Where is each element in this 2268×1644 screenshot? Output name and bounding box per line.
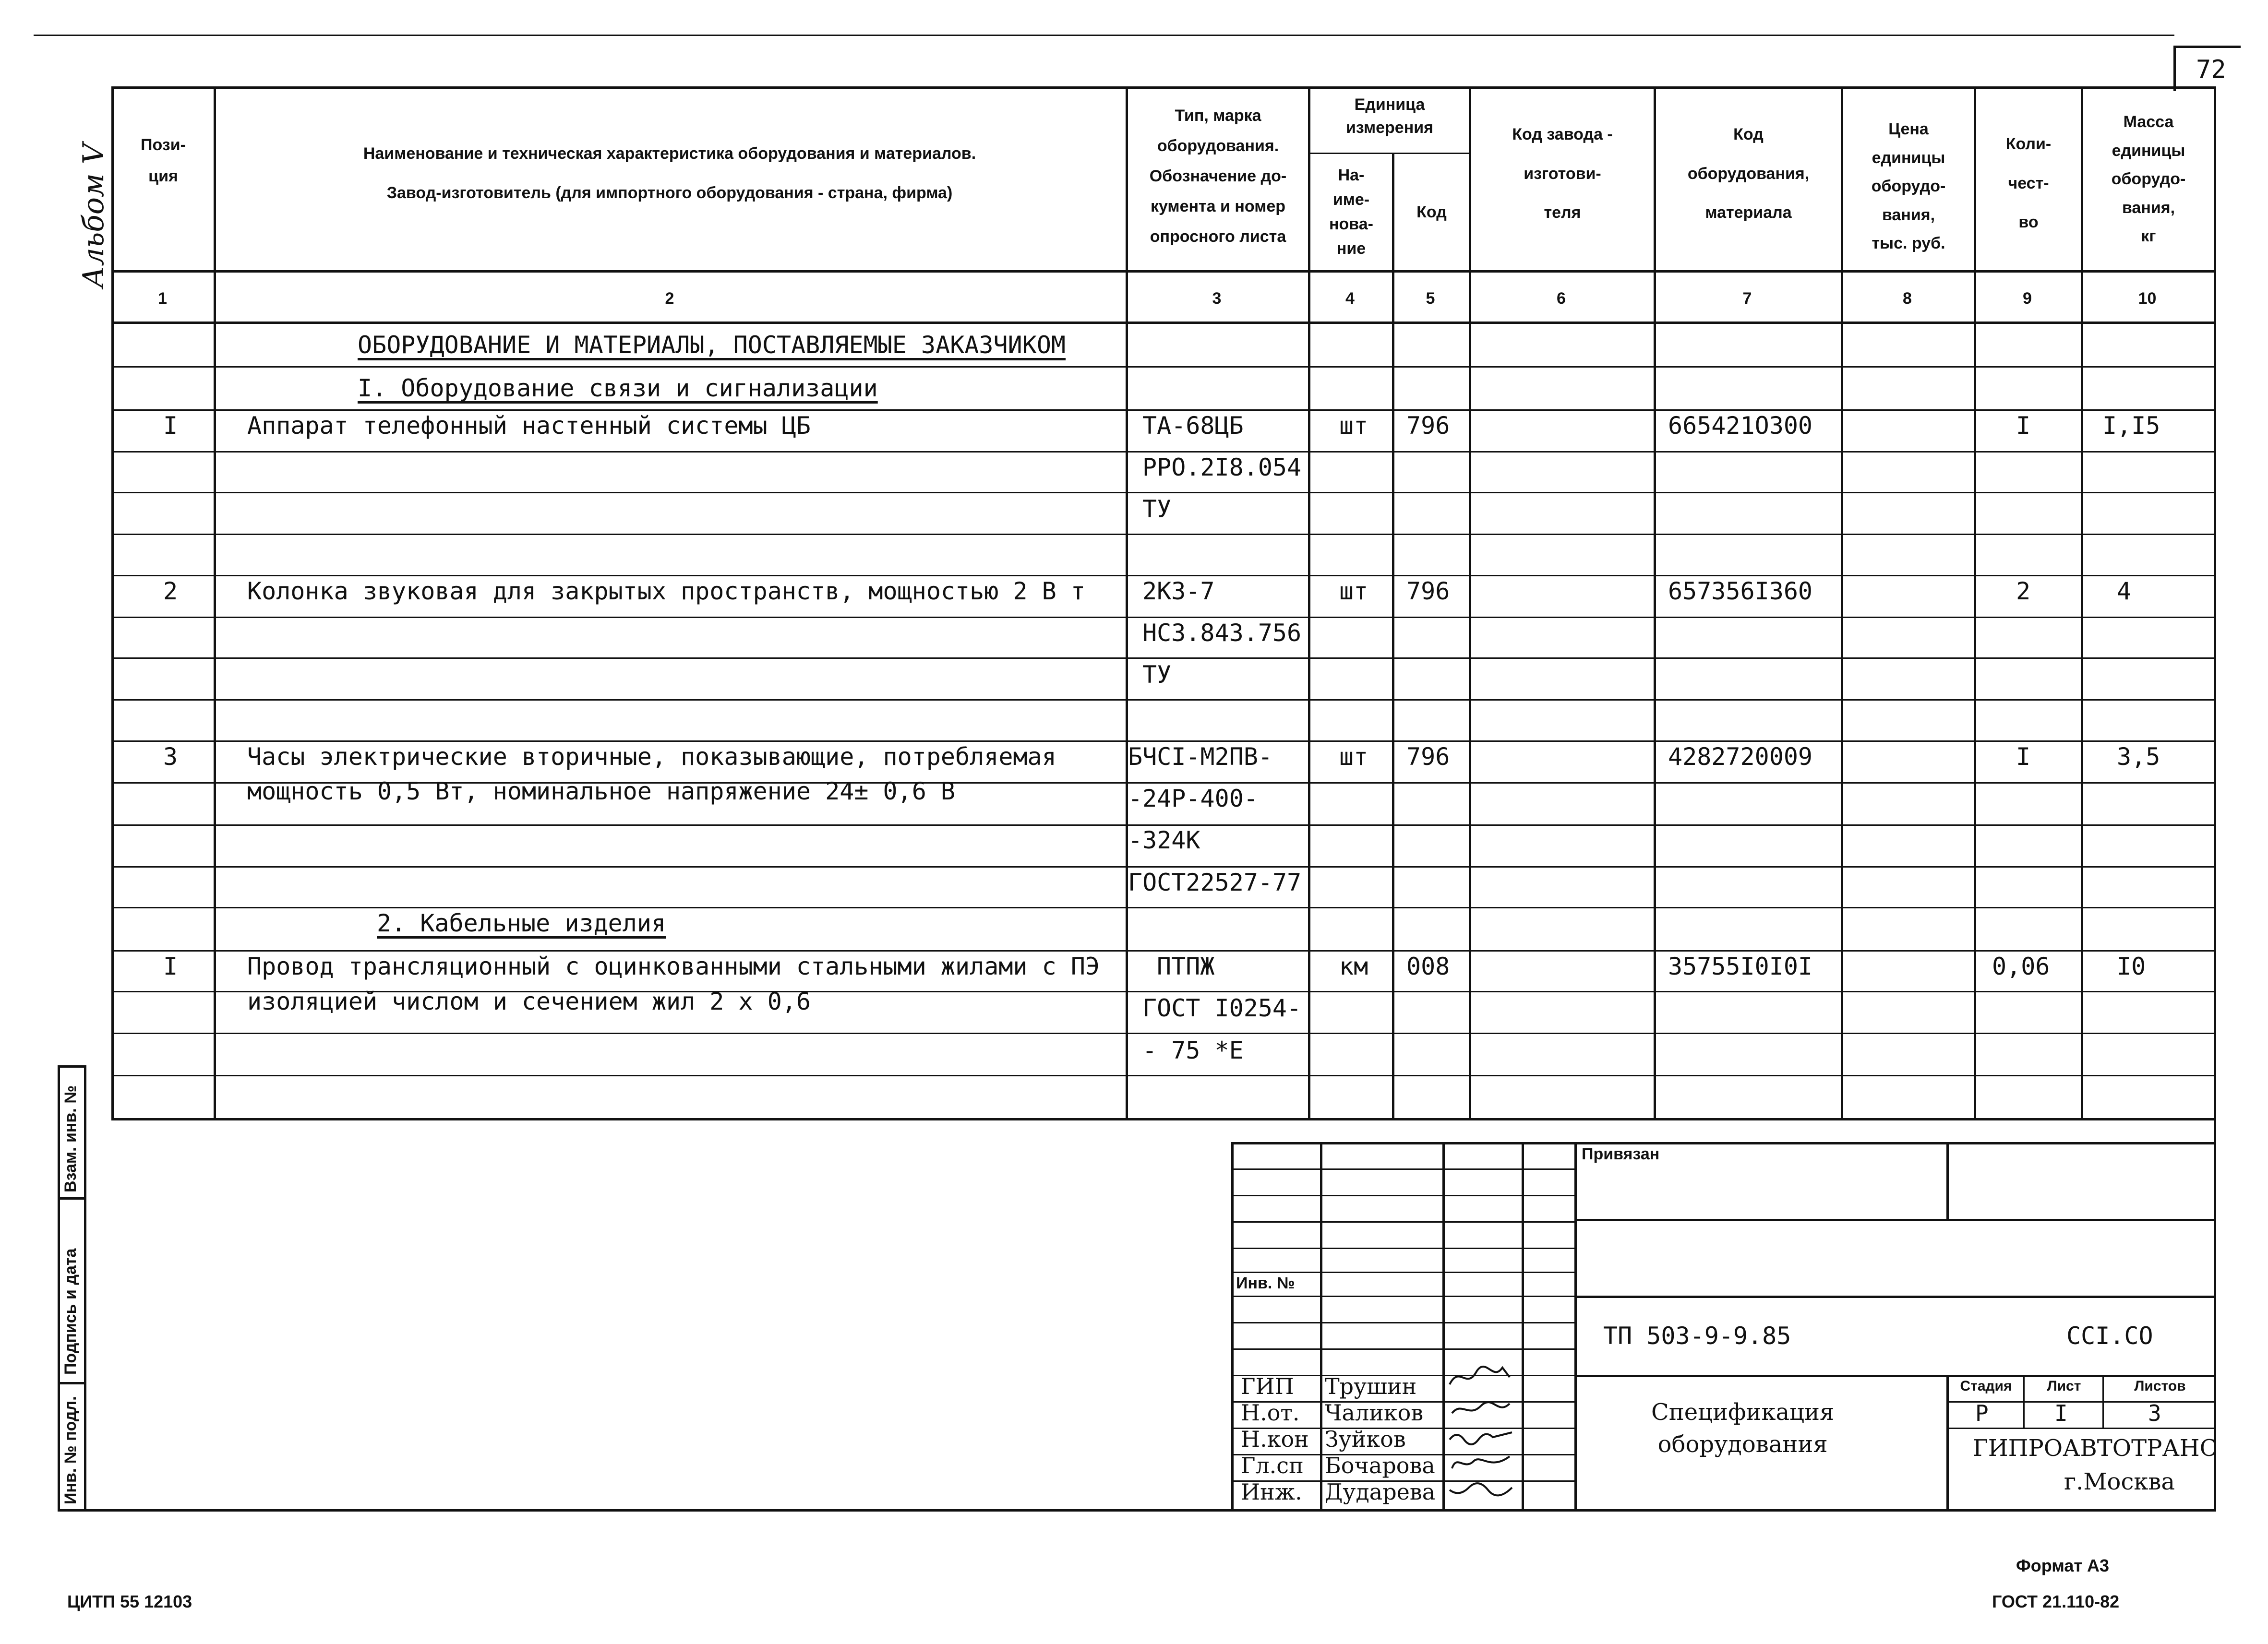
stamp-sheets: 3 (2148, 1400, 2161, 1426)
col-number: 9 (2023, 289, 2032, 308)
header-unit-group: Единица измерения (1346, 95, 1433, 137)
row-unit: шт (1339, 577, 1368, 605)
row-type: ТА-68ЦБ (1142, 412, 1244, 440)
page-number: 72 (2196, 55, 2226, 84)
row-mass: I0 (2117, 953, 2146, 980)
signature-icon (1447, 1478, 1514, 1499)
row-material-code: 35755I0I0I (1668, 953, 1813, 980)
row-type: ТУ (1142, 661, 1172, 689)
header-price: Цена единицы оборудо- вания, тыс. руб. (1871, 120, 1946, 252)
row-type: ТУ (1142, 495, 1172, 523)
header-name: Наименование и техническая характеристика оборудования и материалов. Завод-изготовитель (для импортного оборудования - страна, фирма) (363, 144, 976, 202)
staff-role: Н.от. (1241, 1400, 1300, 1426)
staff-name: Дударева (1325, 1479, 1436, 1505)
row-name: мощность 0,5 Вт, номинальное напряжение 24± 0,6 В (247, 777, 956, 805)
row-quantity: 0,06 (1992, 953, 2050, 980)
row-type: НСЗ.843.756 (1142, 619, 1302, 647)
header-unit-name: На- име- нова- ние (1329, 166, 1373, 258)
col-number: 10 (2138, 289, 2157, 308)
row-code: 796 (1406, 412, 1450, 440)
stamp-designation: ТП 503-9-9.85 (1603, 1322, 1791, 1350)
album-note: Альбом V (77, 143, 110, 288)
section-title: ОБОРУДОВАНИЕ И МАТЕРИАЛЫ, ПОСТАВЛЯЕМЫЕ ЗАКАЗЧИКОМ (358, 331, 1066, 359)
signature-icon (1447, 1399, 1514, 1420)
row-name: изоляцией числом и сечением жил 2 х 0,6 (247, 988, 811, 1015)
row-position: I (163, 953, 178, 980)
stamp-stage: Р (1975, 1400, 1989, 1426)
col-number: 7 (1742, 289, 1752, 308)
row-type: ГОСТ I0254- (1142, 994, 1302, 1022)
stamp-city: г.Москва (2064, 1468, 2175, 1495)
stamp-title: Спецификация оборудования (1651, 1399, 1835, 1458)
staff-name: Чаликов (1325, 1400, 1424, 1426)
row-position: 2 (163, 577, 178, 605)
row-name: Аппарат телефонный настенный системы ЦБ (247, 412, 811, 440)
header-material-code: Код оборудования, материала (1687, 125, 1810, 222)
row-mass: 4 (2117, 577, 2132, 605)
row-type: ГОСТ22527-77 (1128, 869, 1302, 896)
row-material-code: 665421О300 (1668, 412, 1813, 440)
row-type: -24Р-400- (1128, 785, 1258, 812)
row-mass: 3,5 (2117, 743, 2160, 771)
header-position: Пози- ция (141, 136, 186, 185)
header-unit-code: Код (1416, 203, 1447, 221)
format-label: Формат А3 (2016, 1556, 2110, 1575)
col-number: 6 (1557, 289, 1566, 308)
row-name: Колонка звуковая для закрытых пространств, мощностью 2 В т (247, 577, 1085, 605)
row-unit: шт (1339, 743, 1368, 771)
staff-name: Зуйков (1325, 1426, 1406, 1452)
stamp-inv-no: Инв. № (1236, 1274, 1295, 1292)
staff-role: ГИП (1241, 1373, 1294, 1399)
header-type: Тип, марка оборудования. Обозначение до- кумента и номер опросного листа (1149, 107, 1287, 246)
row-code: 008 (1406, 953, 1450, 980)
stamp-sheet-label: Лист (2047, 1378, 2081, 1394)
staff-role: Гл.сп (1241, 1453, 1304, 1478)
row-type: -324К (1128, 826, 1200, 854)
row-type: 2КЗ-7 (1142, 577, 1215, 605)
strip-original-inv: Инв. № подл. (61, 1396, 80, 1504)
stamp-code: ССI.СО (2066, 1322, 2153, 1350)
row-material-code: 657З56I360 (1668, 577, 1813, 605)
col-number: 1 (158, 289, 167, 308)
col-number: 8 (1903, 289, 1912, 308)
row-code: 796 (1406, 743, 1450, 771)
staff-name: Трушин (1325, 1373, 1417, 1399)
stamp-sheet: I (2054, 1400, 2068, 1426)
row-name: Провод трансляционный с оцинкованными стальными жилами с ПЭ (247, 953, 1100, 980)
stamp-privyazan: Привязан (1582, 1145, 1660, 1163)
col-number: 3 (1212, 289, 1222, 308)
row-unit: км (1339, 953, 1368, 980)
row-type: ПТПЖ (1157, 953, 1215, 980)
footer-right: ГОСТ 21.110-82 (1992, 1592, 2120, 1611)
col-number: 5 (1426, 289, 1435, 308)
row-material-code: 4282720009 (1668, 743, 1813, 771)
strip-replacement-inv: Взам. инв. № (61, 1085, 80, 1192)
row-position: 3 (163, 743, 178, 771)
staff-role: Н.кон (1241, 1426, 1309, 1452)
col-number: 4 (1345, 289, 1355, 308)
header-factory-code: Код завода - изготови- теля (1512, 125, 1613, 222)
header-mass: Масса единицы оборудо- вания, кг (2111, 113, 2186, 245)
subsection-title: 2. Кабельные изделия (377, 909, 666, 937)
row-quantity: 2 (2016, 577, 2031, 605)
row-position: I (163, 412, 178, 440)
stamp-org: ГИПРОАВТОТРАНС (1973, 1435, 2218, 1462)
row-name: Часы электрические вторичные, показывающие, потребляемая (247, 743, 1056, 771)
row-quantity: I (2016, 743, 2031, 771)
subsection-title: I. Оборудование связи и сигнализации (358, 374, 878, 402)
signature-icon (1447, 1452, 1514, 1473)
stamp-stage-label: Стадия (1960, 1378, 2012, 1394)
signature-icon (1447, 1425, 1514, 1446)
signature-icon (1447, 1363, 1514, 1392)
strip-signature-date: Подпись и дата (61, 1248, 80, 1375)
staff-name: Бочарова (1325, 1453, 1435, 1478)
row-unit: шт (1339, 412, 1368, 440)
footer-left: ЦИТП 55 12103 (67, 1592, 192, 1611)
row-type: - 75 *Е (1142, 1036, 1244, 1064)
row-type: БЧСI-М2ПВ- (1128, 743, 1273, 771)
row-mass: I,I5 (2102, 412, 2160, 440)
staff-role: Инж. (1241, 1479, 1302, 1505)
header-quantity: Коли- чест- во (2005, 135, 2052, 232)
stamp-sheets-label: Листов (2134, 1378, 2186, 1394)
row-code: 796 (1406, 577, 1450, 605)
row-type: РРО.2I8.054 (1142, 453, 1302, 481)
col-number: 2 (665, 289, 674, 308)
row-quantity: I (2016, 412, 2031, 440)
